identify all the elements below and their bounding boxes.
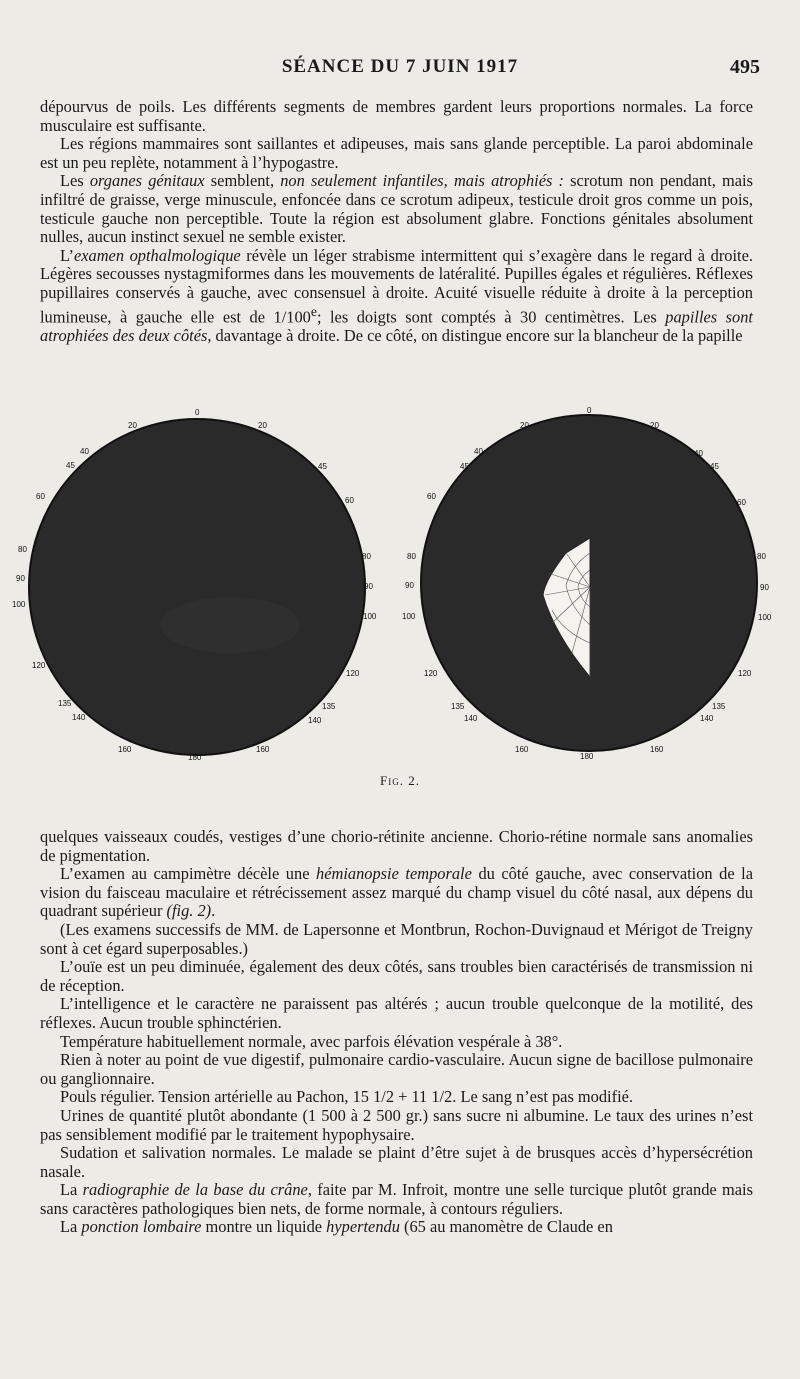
right-label-0: 0 — [587, 406, 592, 415]
right-label-60l: 60 — [427, 492, 436, 501]
paragraph-p4: L’examen opthalmologique révèle un léger strabisme intermittent qui s’exagère dans le regard à droite. Légères secousses nystagmiformes dans les mouvements de latéralité. Pupilles égales et régulières. Réflexes pupillaires conservés à gauche, avec consensuel à droite. Acuité visuelle réduite à droite à la perception lumineuse, à gauche elle est de 1/100e; les doigts sont comptés à 30 centimètres. Les papilles sont atrophiées des deux côtés, davantage à droite. De ce côté, on distingue encore sur la blancheur de la papille — [40, 245, 753, 345]
left-label-20l: 20 — [128, 421, 137, 430]
right-label-80l: 80 — [407, 552, 416, 561]
right-label-20l: 20 — [520, 421, 529, 430]
left-label-80r: 80 — [362, 552, 371, 561]
right-label-100l: 100 — [402, 612, 416, 621]
paragraph-p7: (Les examens successifs de MM. de Lapersonne et Montbrun, Rochon-Duvignaud et Mérigot de Treigny sont à cet égard superposables.) — [40, 919, 753, 958]
left-visual-field — [29, 419, 365, 755]
left-label-60l: 60 — [36, 492, 45, 501]
paragraph-p14: Sudation et salivation normales. Le malade se plaint d’être sujet à de brusques accès d’hypersécrétion nasale. — [40, 1143, 753, 1181]
left-label-140r: 140 — [308, 716, 322, 725]
right-label-120r: 120 — [738, 669, 752, 678]
left-label-90r: 90 — [364, 582, 373, 591]
left-label-100r: 100 — [363, 612, 377, 621]
left-label-80l: 80 — [18, 545, 27, 554]
right-label-45l: 45 — [460, 462, 469, 471]
left-label-140l: 140 — [72, 713, 86, 722]
right-label-60r: 60 — [737, 498, 746, 507]
left-label-20r: 20 — [258, 421, 267, 430]
right-label-120l: 120 — [424, 669, 438, 678]
left-label-120l: 120 — [32, 661, 46, 670]
right-label-160l: 160 — [515, 745, 529, 754]
left-label-90l: 90 — [16, 574, 25, 583]
right-label-135r: 135 — [712, 702, 726, 711]
left-label-45l: 45 — [66, 461, 75, 470]
paragraph-p6: L’examen au campimètre décèle une hémianopsie temporale du côté gauche, avec conservation de la vision du faisceau maculaire et rétrécissement assez marqué du champ visuel du côté nasal, aux dépens du quadrant supérieur (fig. 2). — [40, 864, 754, 921]
left-label-45r: 45 — [318, 462, 327, 471]
paragraph-p2: Les régions mammaires sont saillantes et adipeuses, mais sans glande perceptible. La paroi abdominale est un peu replète, notamment à l’hypogastre. — [40, 134, 753, 172]
left-label-160r: 160 — [256, 745, 270, 754]
right-label-20r: 20 — [650, 421, 659, 430]
paragraph-p16: La ponction lombaire montre un liquide hypertendu (65 au manomètre de Claude en — [60, 1217, 613, 1237]
body-text-upper — [40, 98, 753, 345]
body-text-lower — [40, 828, 753, 1237]
left-label-180: 180 — [188, 753, 202, 762]
left-label-120r: 120 — [346, 669, 360, 678]
right-label-90l: 90 — [405, 581, 414, 590]
running-head-text: SÉANCE DU 7 JUIN 1917 — [281, 56, 519, 77]
figure-caption: Fig. 2. — [380, 773, 420, 788]
right-label-135l: 135 — [451, 702, 465, 711]
running-head — [40, 56, 760, 78]
paragraph-p15: La radiographie de la base du crâne, faite par M. Infroit, montre une selle turcique plutôt grande mais sans caractères pathologiques bien nets, de forme normale, à contours réguliers. — [40, 1180, 753, 1218]
page-header — [40, 56, 760, 86]
figure-visual-fields — [0, 395, 800, 815]
left-field-disc — [29, 419, 365, 755]
right-label-80r: 80 — [757, 552, 766, 561]
right-visual-field — [421, 415, 757, 751]
paragraph-p8: L’ouïe est un peu diminuée, également des deux côtés, sans troubles bien caractérisés de transmission ni de réception. — [40, 957, 753, 995]
visual-field-charts — [0, 395, 800, 775]
right-label-40r: 40 — [694, 449, 703, 458]
paragraph-p3: Les organes génitaux semblent, non seulement infantiles, mais atrophiés : scrotum non pendant, mais infiltré de graisse, verge minuscule, enfoncée dans ce scrotum adipeux, testicule droit gros comme un pois, testicule gauche non perceptible. Toute la région est absolument glabre. Fonctions génitales absolument nulles, aucun instinct sexuel ne semble exister. — [40, 171, 753, 247]
right-label-160r: 160 — [650, 745, 664, 754]
paragraph-p11: Rien à noter au point de vue digestif, pulmonaire cardio-vasculaire. Aucun signe de bacillose pulmonaire ou ganglionnaire. — [40, 1050, 753, 1088]
right-label-180: 180 — [580, 752, 594, 761]
right-label-140r: 140 — [700, 714, 714, 723]
paragraph-p13: Urines de quantité plutôt abondante (1 500 à 2 500 gr.) sans sucre ni albumine. Le taux des urines n’est pas sensiblement modifié par le traitement hypophysaire. — [40, 1105, 753, 1144]
right-label-100r: 100 — [758, 613, 772, 622]
paragraph-p9: L’intelligence et le caractère ne paraissent pas altérés ; aucun trouble quelconque de la motilité, des réflexes. Aucun trouble sphinctérien. — [40, 994, 753, 1032]
right-label-45r: 45 — [710, 462, 719, 471]
left-label-40l: 40 — [80, 447, 89, 456]
left-label-60r: 60 — [345, 496, 354, 505]
right-label-40l: 40 — [474, 447, 483, 456]
left-label-100l: 100 — [12, 600, 26, 609]
left-label-0: 0 — [195, 408, 200, 417]
left-label-160l: 160 — [118, 745, 132, 754]
left-label-135r: 135 — [322, 702, 336, 711]
right-label-140l: 140 — [464, 714, 478, 723]
paragraph-p10: Température habituellement normale, avec parfois élévation vespérale à 38°. — [60, 1031, 563, 1051]
right-label-90r: 90 — [760, 583, 769, 592]
paragraph-p12: Pouls régulier. Tension artérielle au Pachon, 15 1/2 + 11 1/2. Le sang n’est pas modifié. — [60, 1087, 633, 1107]
paragraph-p1: dépourvus de poils. Les différents segments de membres gardent leurs proportions normales. La force musculaire est suffisante. — [40, 97, 753, 135]
page-number: 495 — [730, 56, 760, 78]
left-label-135l: 135 — [58, 699, 72, 708]
left-field-shading — [160, 597, 300, 653]
paragraph-p5: quelques vaisseaux coudés, vestiges d’une chorio-rétinite ancienne. Chorio-rétine normale sans anomalies de pigmentation. — [40, 827, 753, 865]
